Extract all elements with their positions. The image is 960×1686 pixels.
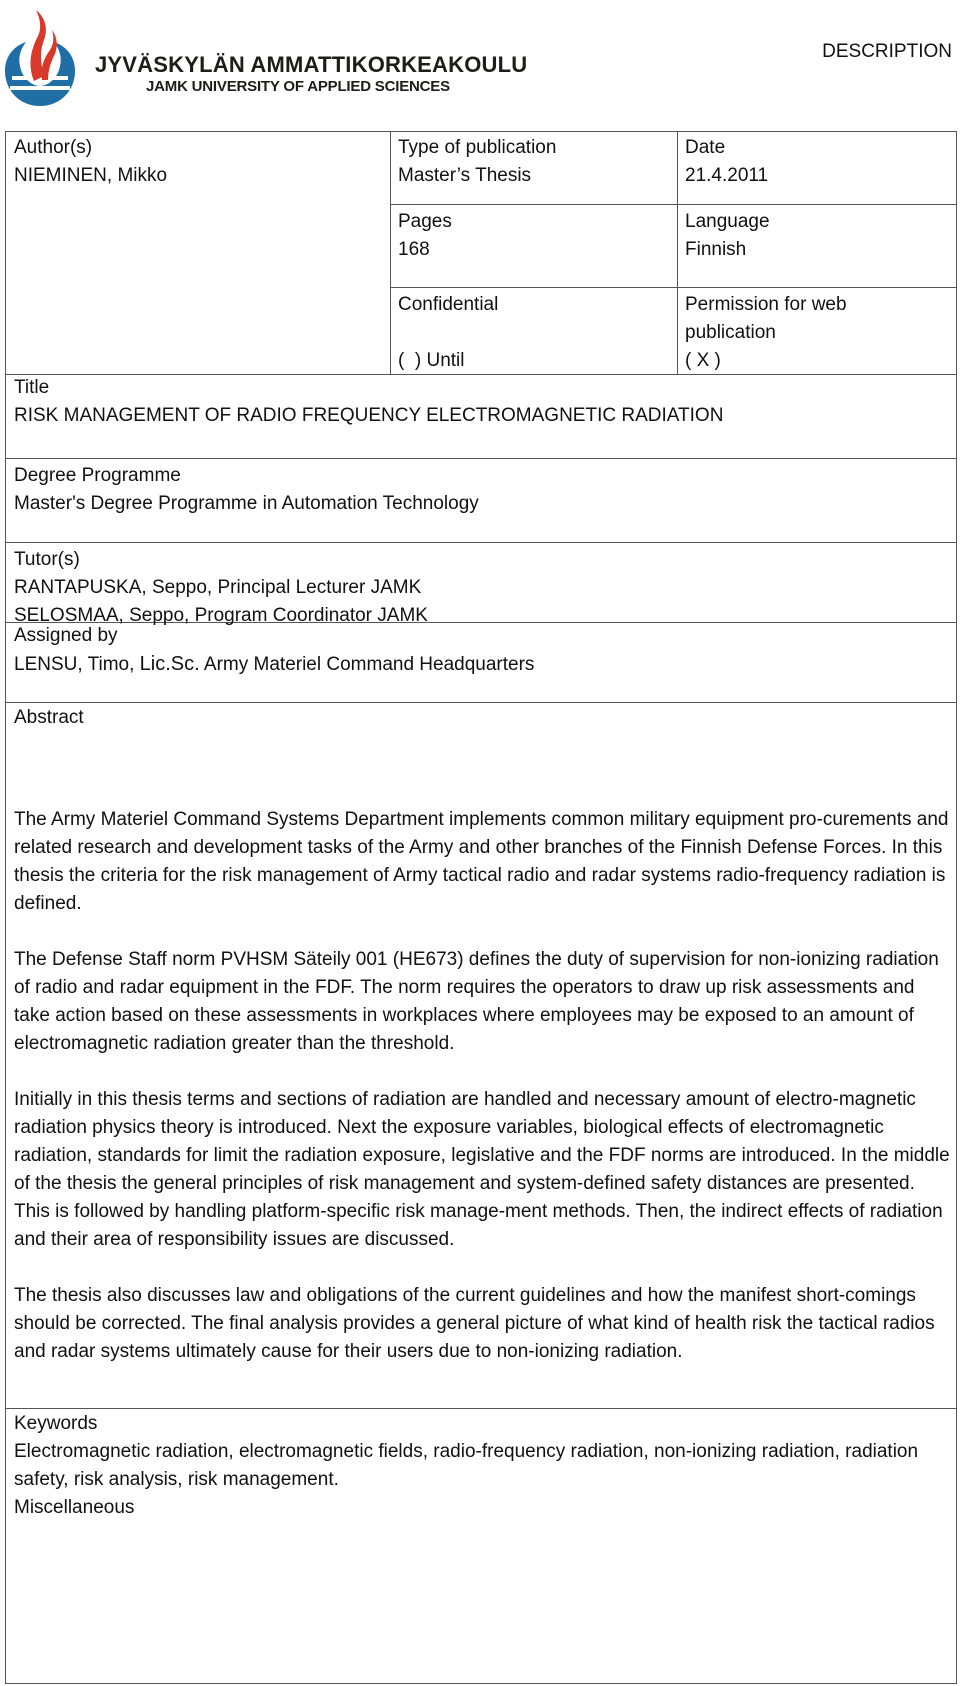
tutor-2: SELOSMAA, Seppo, Program Coordinator JAMK [14, 605, 428, 626]
keywords-label: Keywords [14, 1413, 98, 1434]
abstract-paragraph-1: The Army Materiel Command Systems Department implements common military equipment pro-curements and related research and development tasks of the Army and other branches of the Finnish Defense Forces. In this thesis the criteria for the risk management of Army tactical radio and radar systems radio-frequency radiation is defined. [14, 809, 949, 914]
keywords-cell [6, 1406, 956, 1526]
date-cell [677, 130, 956, 194]
abstract-label: Abstract [14, 707, 84, 728]
university-subtitle: JAMK UNIVERSITY OF APPLIED SCIENCES [146, 78, 450, 95]
date-value: 21.4.2011 [685, 165, 769, 186]
pages-label: Pages [398, 211, 452, 232]
abstract-paragraph-4: The thesis also discusses law and obligations of the current guidelines and how the manifest short-comings should be corrected. The final analysis provides a general picture of what kind of health risk the tactical radios and radar systems ultimately cause for their users due to non-ionizing radiation. [14, 1285, 935, 1362]
tutors-label: Tutor(s) [14, 549, 80, 570]
publication-type-value: Master’s Thesis [398, 165, 532, 186]
confidential-value: ( ) Until [398, 350, 465, 371]
pages-cell [390, 204, 677, 268]
abstract-label-cell [6, 700, 956, 736]
permission-value: ( X ) [685, 350, 721, 371]
pages-value: 168 [398, 239, 430, 260]
abstract-body [14, 806, 950, 1394]
permission-cell [677, 287, 956, 379]
publication-type-label: Type of publication [398, 137, 557, 158]
date-label: Date [685, 137, 726, 158]
assigned-organization: Army Materiel Command Headquarters [199, 654, 535, 675]
confidential-cell [390, 287, 677, 379]
confidential-label: Confidential [398, 294, 499, 315]
assigned-cell [6, 618, 956, 683]
document-header [0, 0, 960, 130]
assigned-degree: Lic.Sc. [139, 653, 200, 675]
jamk-logo-icon [0, 6, 80, 116]
assigned-label: Assigned by [14, 625, 118, 646]
author-cell [6, 130, 390, 194]
language-label: Language [685, 211, 770, 232]
permission-label-1: Permission for web [685, 294, 847, 315]
publication-type-cell [390, 130, 677, 194]
permission-label-2: publication [685, 322, 776, 343]
language-cell [677, 204, 956, 268]
university-name: JYVÄSKYLÄN AMMATTIKORKEAKOULU [95, 52, 528, 77]
document-type: DESCRIPTION [822, 41, 952, 62]
abstract-paragraph-2: The Defense Staff norm PVHSM Säteily 001 (HE673) defines the duty of supervision for non-ionizing radiation of radio and radar equipment in the FDF. The norm requires the operators to draw up risk assessments and take action based on these assessments in workplaces where employees may be exposed to an amount of electromagnetic radiation greater than the threshold. [14, 949, 939, 1054]
title-label: Title [14, 377, 50, 398]
title-value: RISK MANAGEMENT OF RADIO FREQUENCY ELECTROMAGNETIC RADIATION [14, 405, 724, 426]
miscellaneous-label: Miscellaneous [14, 1497, 135, 1518]
abstract-paragraph-3: Initially in this thesis terms and sections of radiation are handled and necessary amount of electro-magnetic radiation physics theory is introduced. Next the exposure variables, biological effects of electromagnetic radiation, standards for limit the radiation exposure, legislative and the FDF norms are introduced. In the middle of the thesis the general principles of risk management and system-defined safety distances are presented. This is followed by handling platform-specific risk manage-ment methods. Then, the indirect effects of radiation and their area of responsibility issues are discussed. [14, 1089, 950, 1250]
assigned-name: LENSU, Timo, [14, 654, 140, 675]
description-form [5, 131, 957, 1684]
assigned-value [14, 650, 948, 679]
tutor-1: RANTAPUSKA, Seppo, Principal Lecturer JAMK [14, 577, 422, 598]
degree-label: Degree Programme [14, 465, 181, 486]
author-label: Author(s) [14, 137, 93, 158]
keywords-value: Electromagnetic radiation, electromagnetic fields, radio-frequency radiation, non-ionizing radiation, radiation safety, risk analysis, risk management. [14, 1441, 919, 1490]
language-value: Finnish [685, 239, 747, 260]
degree-value: Master's Degree Programme in Automation Technology [14, 493, 479, 514]
author-value: NIEMINEN, Mikko [14, 165, 168, 186]
title-cell [6, 370, 956, 434]
degree-cell [6, 458, 956, 522]
